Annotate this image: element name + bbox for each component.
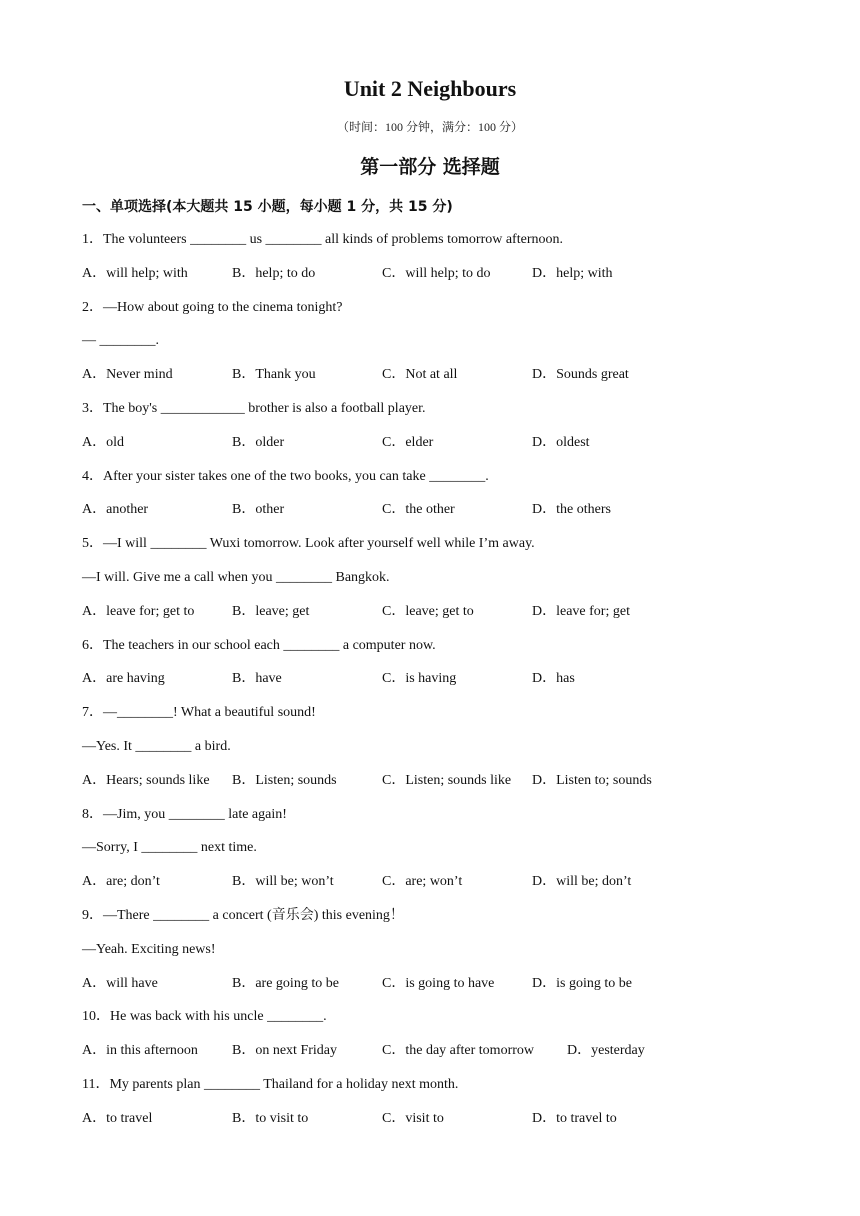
question-3	[82, 398, 802, 466]
option-a[interactable]: A．old	[82, 434, 124, 450]
question-stem: 7．—________! What a beautiful sound!	[82, 705, 316, 721]
question-stem: 2．—How about going to the cinema tonight?	[82, 299, 343, 315]
question-dialogue-line: —Sorry, I ________ next time.	[82, 840, 257, 856]
option-a[interactable]: A．another	[82, 502, 149, 518]
option-b[interactable]: B．are going to be	[232, 975, 339, 991]
question-1	[82, 229, 802, 297]
answer-options	[82, 263, 802, 297]
question-dialogue-line: — ________.	[82, 333, 159, 349]
option-b[interactable]: B．will be; won’t	[232, 874, 334, 890]
question-stem: 5．—I will ________ Wuxi tomorrow. Look after yourself well while I’m away.	[82, 536, 535, 552]
part-title: 第一部分 选择题	[360, 156, 500, 178]
page-title: Unit 2 Neighbours	[343, 76, 517, 101]
option-d[interactable]: D．is going to be	[532, 975, 632, 991]
option-d[interactable]: D．help; with	[532, 265, 613, 281]
question-2	[82, 297, 802, 398]
option-c[interactable]: C．is having	[382, 671, 457, 687]
answer-options	[82, 871, 802, 905]
option-c[interactable]: C．is going to have	[382, 975, 495, 991]
answer-options	[82, 770, 802, 804]
question-stem: 6．The teachers in our school each ________ a computer now.	[82, 637, 436, 653]
option-a[interactable]: A．will help; with	[82, 265, 188, 281]
option-d[interactable]: D．Sounds great	[532, 367, 629, 383]
question-list	[82, 229, 802, 1142]
question-5	[82, 533, 802, 634]
question-stem: 10．He was back with his uncle ________.	[82, 1009, 327, 1025]
option-d[interactable]: D．has	[532, 671, 575, 687]
option-d[interactable]: D．will be; don’t	[532, 874, 632, 890]
question-stem: 8．—Jim, you ________ late again!	[82, 806, 287, 822]
question-dialogue-line: —Yes. It ________ a bird.	[82, 738, 231, 754]
option-a[interactable]: A．in this afternoon	[82, 1043, 198, 1059]
option-d[interactable]: D．to travel to	[532, 1110, 617, 1126]
question-7	[82, 702, 802, 803]
option-c[interactable]: C．leave; get to	[382, 603, 474, 619]
exam-info: （时间：100 分钟，满分：100 分）	[336, 120, 523, 134]
option-c[interactable]: C．the day after tomorrow	[382, 1043, 535, 1059]
answer-options	[82, 499, 802, 533]
question-stem: 11．My parents plan ________ Thailand for a holiday next month.	[82, 1076, 459, 1092]
option-a[interactable]: A．Never mind	[82, 367, 173, 383]
answer-options	[82, 668, 802, 702]
option-c[interactable]: C．visit to	[382, 1110, 444, 1126]
question-stem: 1．The volunteers ________ us ________ all kinds of problems tomorrow afternoon.	[82, 232, 563, 247]
option-b[interactable]: B．Thank you	[232, 367, 316, 383]
option-d[interactable]: D．Listen to; sounds	[532, 772, 652, 788]
option-c[interactable]: C．Not at all	[382, 367, 458, 383]
option-a[interactable]: A．are; don’t	[82, 874, 160, 890]
question-9	[82, 905, 802, 1006]
option-c[interactable]: C．Listen; sounds like	[382, 772, 512, 788]
question-dialogue-line: —Yeah. Exciting news!	[82, 941, 216, 957]
question-4	[82, 466, 802, 534]
question-6	[82, 635, 802, 703]
option-b[interactable]: B．Listen; sounds	[232, 772, 337, 788]
option-a[interactable]: A．leave for; get to	[82, 603, 195, 619]
question-stem: 3．The boy's ____________ brother is also a football player.	[82, 400, 426, 416]
option-a[interactable]: A．are having	[82, 671, 165, 687]
option-b[interactable]: B．leave; get	[232, 603, 310, 619]
answer-options	[82, 601, 802, 635]
option-a[interactable]: A．to travel	[82, 1110, 153, 1126]
option-b[interactable]: B．other	[232, 502, 285, 518]
option-d[interactable]: D．leave for; get	[532, 603, 630, 619]
answer-options	[82, 1040, 802, 1074]
answer-options	[82, 364, 802, 398]
section-title: 一、单项选择(本大题共 15 小题，每小题 1 分，共 15 分)	[82, 199, 453, 215]
option-b[interactable]: B．on next Friday	[232, 1043, 337, 1059]
option-d[interactable]: D．oldest	[532, 434, 590, 450]
answer-options	[82, 1108, 802, 1142]
option-b[interactable]: B．help; to do	[232, 265, 316, 281]
option-b[interactable]: B．have	[232, 671, 282, 687]
question-8	[82, 804, 802, 905]
question-stem: 9．—There ________ a concert (音乐会) this evening！	[82, 907, 404, 923]
question-11	[82, 1074, 802, 1142]
question-stem: 4．After your sister takes one of the two books, you can take ________.	[82, 468, 489, 484]
option-b[interactable]: B．older	[232, 434, 285, 450]
question-dialogue-line: —I will. Give me a call when you ________ Bangkok.	[82, 569, 390, 585]
option-a[interactable]: A．will have	[82, 975, 158, 991]
option-c[interactable]: C．elder	[382, 434, 434, 450]
option-c[interactable]: C．are; won’t	[382, 874, 463, 890]
option-d[interactable]: D．the others	[532, 502, 611, 518]
option-c[interactable]: C．the other	[382, 502, 455, 518]
answer-options	[82, 973, 802, 1007]
question-10	[82, 1006, 802, 1074]
option-d[interactable]: D．yesterday	[567, 1043, 645, 1059]
option-b[interactable]: B．to visit to	[232, 1110, 309, 1126]
option-a[interactable]: A．Hears; sounds like	[82, 772, 210, 788]
option-c[interactable]: C．will help; to do	[382, 265, 491, 281]
answer-options	[82, 432, 802, 466]
